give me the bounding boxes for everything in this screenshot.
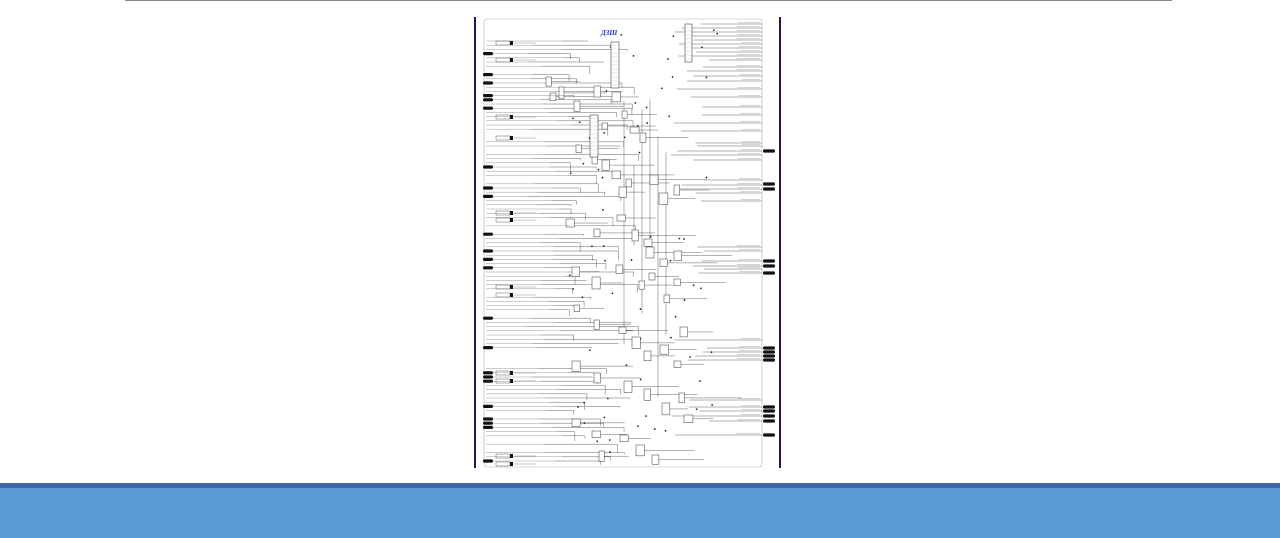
logic-gate [619,187,627,197]
output-terminal [763,182,775,185]
logic-diagram [474,15,782,470]
wire-junction [668,116,669,117]
logic-gate [660,345,669,354]
input-terminal [483,165,493,168]
logic-gate [546,77,551,86]
wire-junction [572,118,573,119]
wire-junction [597,441,598,442]
input-terminal [483,380,493,383]
logic-gate [550,93,556,100]
wire-junction [670,337,671,338]
wire-junction [606,90,607,91]
input-label-box [496,379,510,383]
wire-junction [607,398,608,399]
logic-gate [640,133,646,142]
logic-diagram-figure [474,15,782,470]
wire-junction [650,236,651,237]
wire-junction [637,425,638,426]
wire-junction [647,122,648,123]
input-terminal [483,233,493,236]
wire-junction [572,288,573,289]
logic-gate [674,279,680,286]
logic-gate [559,87,564,99]
wire-junction [609,451,610,452]
input-terminal [483,52,493,55]
logic-gate [660,259,667,267]
input-label-marker [510,379,513,383]
input-terminal [483,422,493,425]
input-label-marker [510,58,513,62]
output-terminal [763,271,775,274]
logic-gate [612,92,620,102]
wire-junction [711,351,712,352]
logic-gate [626,179,632,187]
input-label-box [496,136,510,140]
wire-junction [665,430,666,431]
input-terminal [483,98,493,101]
wire-junction [591,246,592,247]
input-label-box [496,454,510,458]
logic-gate [576,145,581,153]
wire-junction [683,238,684,239]
wire-junction [639,152,640,153]
logic-gate [639,281,645,289]
input-label-marker [510,115,513,119]
output-terminal [763,187,775,190]
wire-junction [696,409,697,410]
wire-junction [582,297,583,298]
logic-gate [594,373,600,383]
logic-gate [620,435,628,442]
output-terminal [763,149,775,152]
logic-gate [574,305,580,311]
input-terminal [483,266,493,269]
logic-gate [630,127,639,133]
wire-junction [699,380,700,381]
logic-gate [644,351,651,361]
logic-gate [679,393,684,403]
input-label-marker [510,136,513,140]
input-terminal [483,426,493,429]
wire-junction [589,350,590,351]
logic-gate [594,86,601,97]
logic-gate [572,419,580,427]
output-terminal [763,414,775,417]
logic-gate [636,445,644,456]
logic-gate [602,160,609,170]
input-label-marker [510,371,513,375]
input-label-box [496,285,510,289]
input-terminal [483,258,493,261]
input-terminal [483,195,493,198]
logic-gate [632,230,638,241]
wire-junction [645,415,646,416]
input-terminal [483,417,493,420]
wire-junction [693,285,694,286]
input-label-box [496,41,510,45]
input-terminal [483,317,493,320]
input-label-marker [510,285,513,289]
logic-gate [632,337,640,349]
logic-gate [650,175,658,184]
input-label-marker [510,454,513,458]
wire-junction [612,293,613,294]
wire-junction [609,439,610,440]
input-terminal [483,186,493,189]
footer-band [0,488,1280,538]
input-label-box [496,211,510,215]
wire-junction [631,259,632,260]
logic-gate [674,185,680,195]
logic-gate [574,101,580,111]
logic-gate [684,415,693,423]
wire-junction [633,55,634,56]
logic-gate [619,327,626,333]
logic-gate [624,381,632,392]
logic-gate [644,239,652,246]
wire-junction [602,209,603,210]
wire-junction [603,132,604,133]
wire-junction [569,275,570,276]
wire-junction [579,122,580,123]
wire-junction [604,417,605,418]
logic-gate [649,273,655,280]
wire-junction [624,137,625,138]
logic-gate [594,320,599,330]
input-label-marker [510,211,513,215]
logic-gate [602,123,608,129]
wire-junction [675,316,676,317]
wire-junction [700,288,701,289]
output-terminal [763,409,775,412]
logic-gate [659,193,668,204]
logic-gate [674,361,681,367]
wire-junction [598,169,599,170]
output-terminal [763,259,775,262]
wire-junction [583,163,584,164]
output-terminal [763,350,775,353]
logic-gate [592,431,601,438]
wire-junction [646,107,647,108]
input-terminal [483,346,493,349]
wire-junction [711,404,712,405]
logic-gate [664,295,670,303]
selector-block [590,115,598,157]
wire-junction [689,356,690,357]
wire-junction [621,34,622,35]
input-label-box [496,293,510,297]
wire-junction [654,428,655,429]
input-terminal [483,249,493,252]
input-terminal [483,107,493,110]
input-terminal [483,73,493,76]
wire-junction [667,58,668,59]
output-terminal [763,405,775,408]
input-label-marker [510,462,513,466]
output-terminal [763,264,775,267]
output-terminal [763,419,775,422]
wire-junction [603,245,604,246]
diagram-title: ДЗШ [601,29,618,37]
input-label-box [496,115,510,119]
input-label-box [496,462,510,466]
logic-gate [572,267,580,277]
input-terminal [483,375,493,378]
logic-gate [617,215,626,221]
wire-junction [637,125,638,126]
input-terminal [483,405,493,408]
input-label-marker [510,293,513,297]
input-terminal [483,459,493,462]
wire-junction [713,30,714,31]
output-terminal [763,354,775,357]
wire-junction [672,76,673,77]
logic-gate [662,403,670,415]
wire-junction [584,422,585,423]
wire-junction [706,177,707,178]
wire-junction [670,260,671,261]
logic-gate [644,389,651,400]
logic-gate [599,451,604,461]
logic-gate [592,277,600,289]
logic-gate [646,247,654,258]
wire-junction [716,33,717,34]
wire-junction [679,238,680,239]
wire-junction [701,47,702,48]
wire-junction [583,402,584,403]
wire-junction [640,379,641,380]
wire-junction [602,177,603,178]
input-label-marker [510,41,513,45]
wire-junction [661,88,662,89]
output-terminal [763,433,775,436]
input-label-box [496,371,510,375]
wire-junction [684,299,685,300]
logic-gate [594,229,600,237]
logic-gate [680,327,688,337]
input-label-marker [510,218,513,222]
wire-junction [570,173,571,174]
wire-junction [640,308,641,309]
output-terminal [763,358,775,361]
wire-junction [673,35,674,36]
wire-junction [635,102,636,103]
wire-junction [626,364,627,365]
wire-junction [577,406,578,407]
logic-gate [612,171,621,179]
output-terminal [763,346,775,349]
logic-gate [652,455,659,464]
input-label-box [496,218,510,222]
wire-junction [706,77,707,78]
input-label-box [496,58,510,62]
input-terminal [483,371,493,374]
input-terminal [483,94,493,97]
wire-junction [604,260,605,261]
logic-gate [674,251,682,260]
logic-gate [572,361,580,371]
input-terminal [483,81,493,84]
logic-gate [622,111,627,118]
logic-gate [616,265,623,274]
